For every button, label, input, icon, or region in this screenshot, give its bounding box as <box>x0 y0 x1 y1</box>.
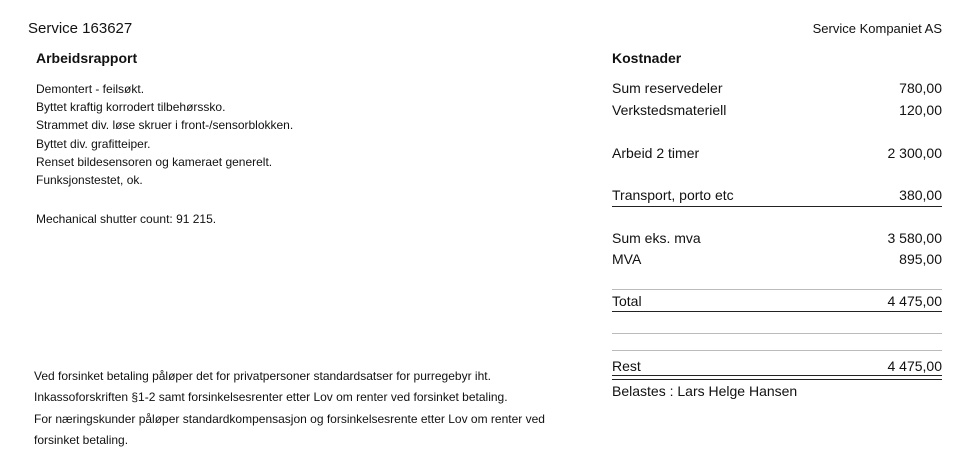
cost-value: 895,00 <box>899 251 942 267</box>
cost-label: Sum reservedeler <box>612 80 723 96</box>
cost-label: Total <box>612 293 642 309</box>
report-line: Funksjonstestet, ok. <box>36 173 143 188</box>
divider <box>612 350 942 351</box>
cost-label: Sum eks. mva <box>612 230 701 246</box>
cost-value: 2 300,00 <box>887 145 942 161</box>
terms-line: For næringskunder påløper standardkompensasjon og forsinkelsesrente etter Lov om renter ved <box>34 411 545 426</box>
cost-label: Rest <box>612 358 641 374</box>
cost-value: 4 475,00 <box>887 358 942 374</box>
terms-line: Inkassoforskriften §1-2 samt forsinkelsesrenter etter Lov om renter ved forsinket betaling. <box>34 390 508 405</box>
divider <box>612 206 942 207</box>
report-line: Demontert - feilsøkt. <box>36 82 145 96</box>
divider <box>612 311 942 312</box>
terms-line: forsinket betaling. <box>34 432 129 447</box>
double-divider <box>612 375 942 380</box>
cost-label: Arbeid 2 timer <box>612 145 700 161</box>
report-line: Byttet div. grafitteiper. <box>36 136 151 151</box>
costs-heading: Kostnader <box>612 50 682 66</box>
divider <box>612 333 942 334</box>
divider <box>612 289 942 290</box>
cost-value: 4 475,00 <box>887 293 942 309</box>
terms-line: Ved forsinket betaling påløper det for privatpersoner standardsatser for purregebyr iht. <box>34 369 491 383</box>
report-line: Strammet div. løse skruer i front-/sensorblokken. <box>36 118 294 133</box>
cost-value: 120,00 <box>899 102 942 118</box>
cost-label: MVA <box>612 251 642 267</box>
cost-value: 380,00 <box>899 187 942 203</box>
report-line: Byttet kraftig korrodert tilbehørssko. <box>36 100 226 115</box>
work-report-lines <box>36 80 293 189</box>
cost-value: 780,00 <box>899 80 942 96</box>
report-line: Renset bildesensoren og kameraet generelt. <box>36 154 273 169</box>
service-title: Service 163627 <box>28 20 133 37</box>
report-heading: Arbeidsrapport <box>36 50 138 66</box>
cost-label: Verkstedsmateriell <box>612 102 727 118</box>
charged-to: Belastes : Lars Helge Hansen <box>612 383 798 399</box>
shutter-count: Mechanical shutter count: 91 215. <box>36 212 217 226</box>
company-name: Service Kompaniet AS <box>812 21 942 36</box>
cost-label: Transport, porto etc <box>612 187 734 203</box>
payment-terms <box>34 366 545 451</box>
cost-value: 3 580,00 <box>887 230 942 246</box>
